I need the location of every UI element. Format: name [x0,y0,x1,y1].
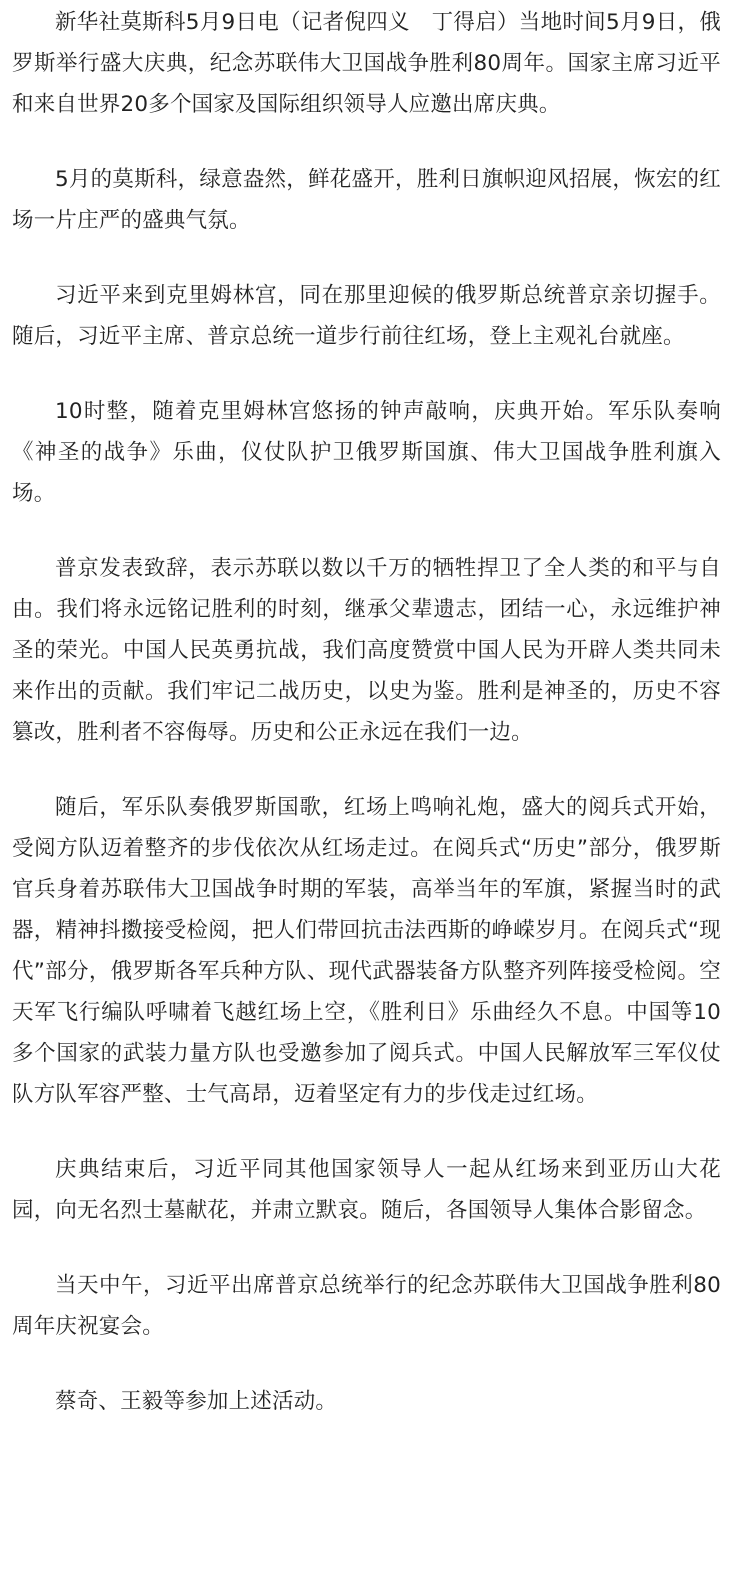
paragraph-3: 习近平来到克里姆林宫，同在那里迎候的俄罗斯总统普京亲切握手。随后，习近平主席、普京总统一道步行前往红场，登上主观礼台就座。 [12,283,721,349]
paragraph-4: 10时整，随着克里姆林宫悠扬的钟声敲响，庆典开始。军乐队奏响《神圣的战争》乐曲，仪仗队护卫俄罗斯国旗、伟大卫国战争胜利旗入场。 [12,399,721,506]
paragraph-2: 5月的莫斯科，绿意盎然，鲜花盛开，胜利日旗帜迎风招展，恢宏的红场一片庄严的盛典气氛。 [12,167,721,233]
paragraph-1: 新华社莫斯科5月9日电（记者倪四义 丁得启）当地时间5月9日，俄罗斯举行盛大庆典，纪念苏联伟大卫国战争胜利80周年。国家主席习近平和来自世界20多个国家及国际组织领导人应邀出席庆典。 [12,10,721,117]
paragraph-9: 蔡奇、王毅等参加上述活动。 [55,1389,338,1414]
paragraph-6: 随后，军乐队奏俄罗斯国歌，红场上鸣响礼炮，盛大的阅兵式开始，受阅方队迈着整齐的步伐依次从红场走过。在阅兵式“历史”部分，俄罗斯官兵身着苏联伟大卫国战争时期的军装，高举当年的军旗，紧握当时的武器，精神抖擞接受检阅，把人们带回抗击法西斯的峥嵘岁月。在阅兵式“现代”部分，俄罗斯各军兵种方队、现代武器装备方队整齐列阵接受检阅。空天军飞行编队呼啸着飞越红场上空，《胜利日》乐曲经久不息。中国等10多个国家的武装力量方队也受邀参加了阅兵式。中国人民解放军三军仪仗队方队军容严整、士气高昂，迈着坚定有力的步伐走过红场。 [12,795,721,1107]
paragraph-7: 庆典结束后，习近平同其他国家领导人一起从红场来到亚历山大花园，向无名烈士墓献花，并肃立默哀。随后，各国领导人集体合影留念。 [12,1157,721,1223]
paragraph-8: 当天中午，习近平出席普京总统举行的纪念苏联伟大卫国战争胜利80周年庆祝宴会。 [12,1273,721,1339]
paragraph-5: 普京发表致辞，表示苏联以数以千万的牺牲捍卫了全人类的和平与自由。我们将永远铭记胜利的时刻，继承父辈遗志，团结一心，永远维护神圣的荣光。中国人民英勇抗战，我们高度赞赏中国人民为开辟人类共同未来作出的贡献。我们牢记二战历史，以史为鉴。胜利是神圣的，历史不容篡改，胜利者不容侮辱。历史和公正永远在我们一边。 [12,556,721,745]
